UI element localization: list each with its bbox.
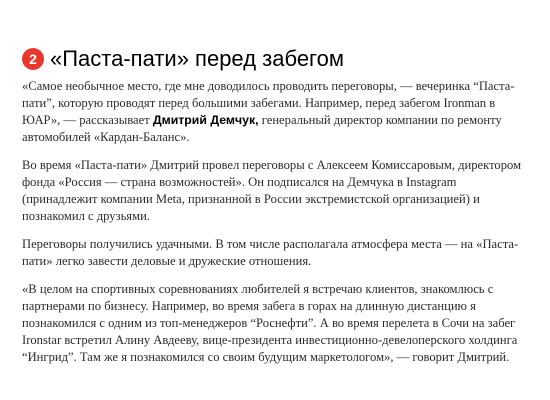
paragraph-intro-role: генеральный директор компании по ремонту автомобилей «Кардан-Баланс». (22, 113, 502, 144)
paragraph-outcome: Переговоры получились удачными. В том числе располагала атмосфера места — на «Паста-пати» легко завести деловые и дружеские отношения. (22, 237, 519, 268)
article (22, 46, 534, 377)
section-title: «Паста-пати» перед забегом (50, 46, 344, 71)
paragraph-negotiations: Во время «Паста-пати» Дмитрий провел переговоры с Алексеем Комиссаровым, директором фонда «Россия — страна возможностей». Он подписался на Демчука в Instagram (принадлежит компании Meta, признанной в России экстремистской организацией) и познакомил с друзьями. (22, 158, 522, 223)
paragraph-quote: «В целом на спортивных соревнованиях любителей я встречаю клиентов, знакомлюсь с партнерами по бизнесу. Например, во время забега в горах на длинную дистанцию я познакомился с одним из топ-менеджеров “Роснефти”. А во время перелета в Сочи на забег Ironstar встретил Алину Авдееву, вице-президента инвестиционно-девелоперского холдинга “Ингрид”. Там же я познакомился со своим будущим маркетологом», — говорит Дмитрий. (22, 282, 518, 364)
section-number-badge: 2 (22, 48, 44, 70)
person-name: Дмитрий Демчук, (152, 113, 259, 127)
paragraph-intro-quote: «Самое необычное место, где мне доводилось проводить переговоры, — вечеринка “Паста-пати”, которую проводят перед большими забегами. Например, перед забегом Ironman в ЮАР», — рассказывает (22, 79, 515, 127)
paragraph-intro (22, 78, 534, 146)
section-heading (22, 46, 534, 72)
